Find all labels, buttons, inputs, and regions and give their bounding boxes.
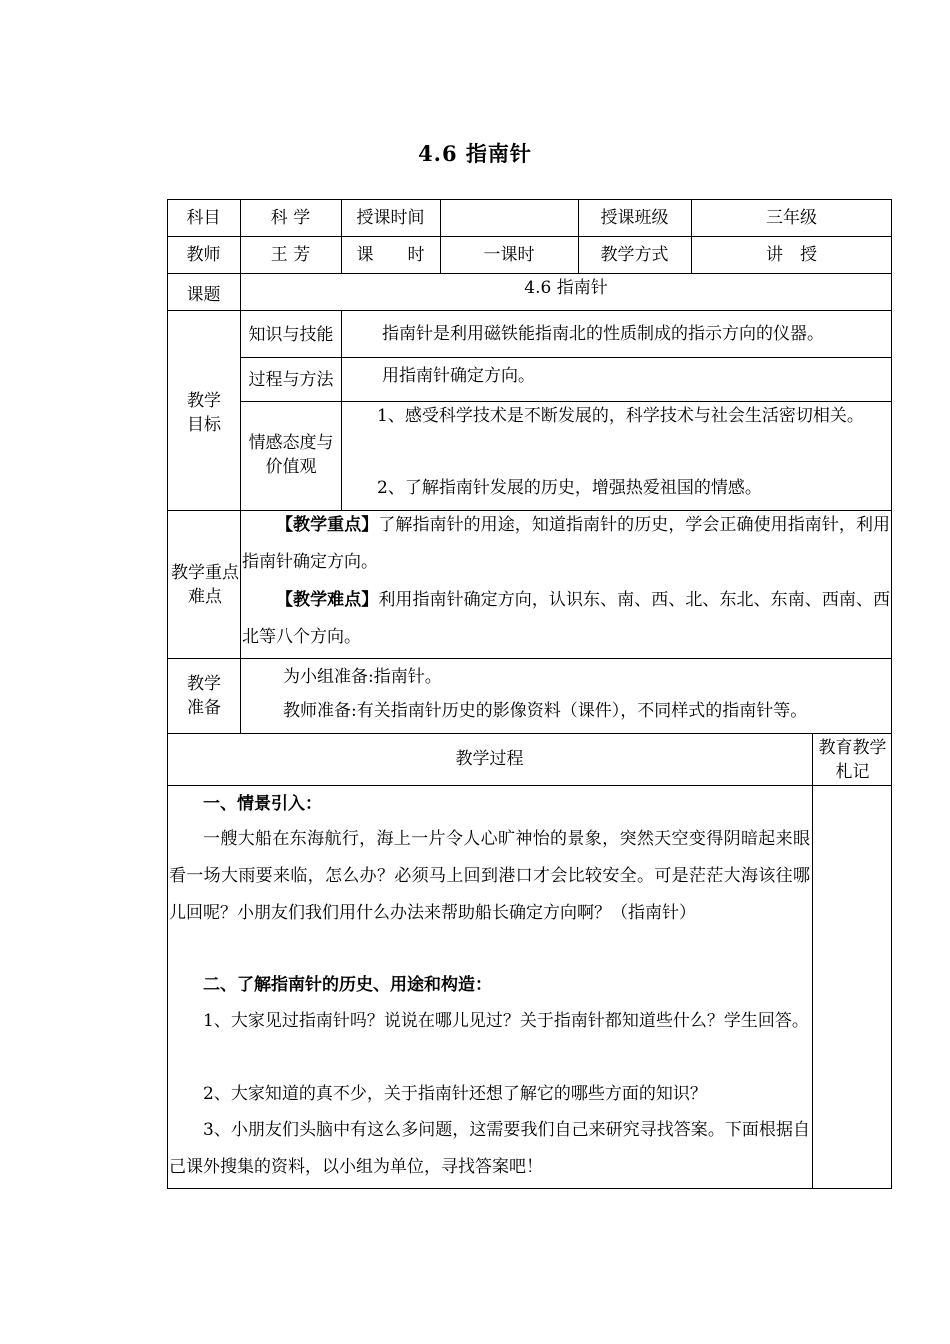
preparation-label: 教学准备: [187, 674, 221, 718]
topic-label: 课题: [186, 284, 221, 305]
subject-label: 科目: [186, 207, 221, 228]
key-points-difficulty: [242, 582, 890, 656]
goals-label: 教学目标: [187, 391, 221, 435]
process-header: 教学过程: [455, 749, 524, 769]
time-value: [440, 199, 578, 236]
class-label: 授课班级: [600, 207, 669, 228]
focus-tag: 【教学重点】: [276, 515, 379, 535]
section2-title: 二、了解指南针的历史、用途和构造：: [203, 975, 492, 995]
process-item-2: 2、大家知道的真不少，关于指南针还想了解它的哪些方面的知识？: [203, 1084, 707, 1104]
difficulty-tag: 【教学难点】: [276, 590, 379, 610]
emotion-label: 情感态度与价值观: [248, 433, 334, 477]
process-item-3: 3、小朋友们头脑中有这么多问题，这需要我们自己来研究寻找答案。下面根据自己课外搜集的资料，以小组为单位，寻找答案吧！: [169, 1120, 810, 1177]
method-value: 讲 授: [766, 244, 817, 265]
knowledge-label: 知识与技能: [248, 324, 334, 345]
preparation-student: 为小组准备:指南针。: [283, 667, 442, 687]
topic-value: 4.6 指南针: [524, 278, 608, 298]
period-value: 一课时: [483, 244, 535, 265]
key-points-label: 教学重点 难点: [171, 563, 239, 607]
process-text: 用指南针确定方向。: [382, 366, 535, 386]
process-item-1: 1、大家见过指南针吗？说说在哪儿见过？关于指南针都知道些什么？学生回答。: [203, 1011, 809, 1031]
focus-text: 了解指南针的用途，知道指南针的历史，学会正确使用指南针，利用指南针确定方向。: [242, 515, 890, 572]
method-label: 教学方式: [600, 244, 669, 265]
key-points-focus: [242, 507, 890, 581]
time-label: 授课时间: [356, 207, 425, 228]
period-label: 课 时: [356, 244, 425, 265]
notes-header: 教育教学札记: [818, 737, 887, 782]
subject-value: 科 学: [270, 207, 311, 228]
knowledge-text: 指南针是利用磁铁能指南北的性质制成的指示方向的仪器。: [382, 324, 824, 344]
teacher-label: 教师: [186, 244, 221, 265]
difficulty-text: 利用指南针确定方向，认识东、南、西、北、东北、东南、西南、西北等八个方向。: [242, 590, 890, 647]
page-title: 4.6 指南针: [418, 141, 532, 166]
class-value: 三年级: [766, 207, 817, 228]
emotion-text-1: 1、感受科学技术是不断发展的，科学技术与社会生活密切相关。: [377, 406, 864, 426]
section1-text: 一艘大船在东海航行，海上一片令人心旷神怡的景象，突然天空变得阴暗起来眼看一场大雨要来临，怎么办？必须马上回到港口才会比较安全。可是茫茫大海该往哪儿回呢？小朋友们我们用什么办法来帮助船长确定方向啊？（指南针）: [169, 829, 810, 923]
section1-title: 一、情景引入：: [203, 794, 322, 814]
emotion-text-2: 2、了解指南针发展的历史，增强热爱祖国的情感。: [377, 478, 762, 498]
teacher-value: 王 芳: [270, 244, 311, 265]
preparation-teacher: 教师准备:有关指南针历史的影像资料（课件），不同样式的指南针等。: [283, 701, 808, 721]
process-label: 过程与方法: [248, 369, 334, 390]
